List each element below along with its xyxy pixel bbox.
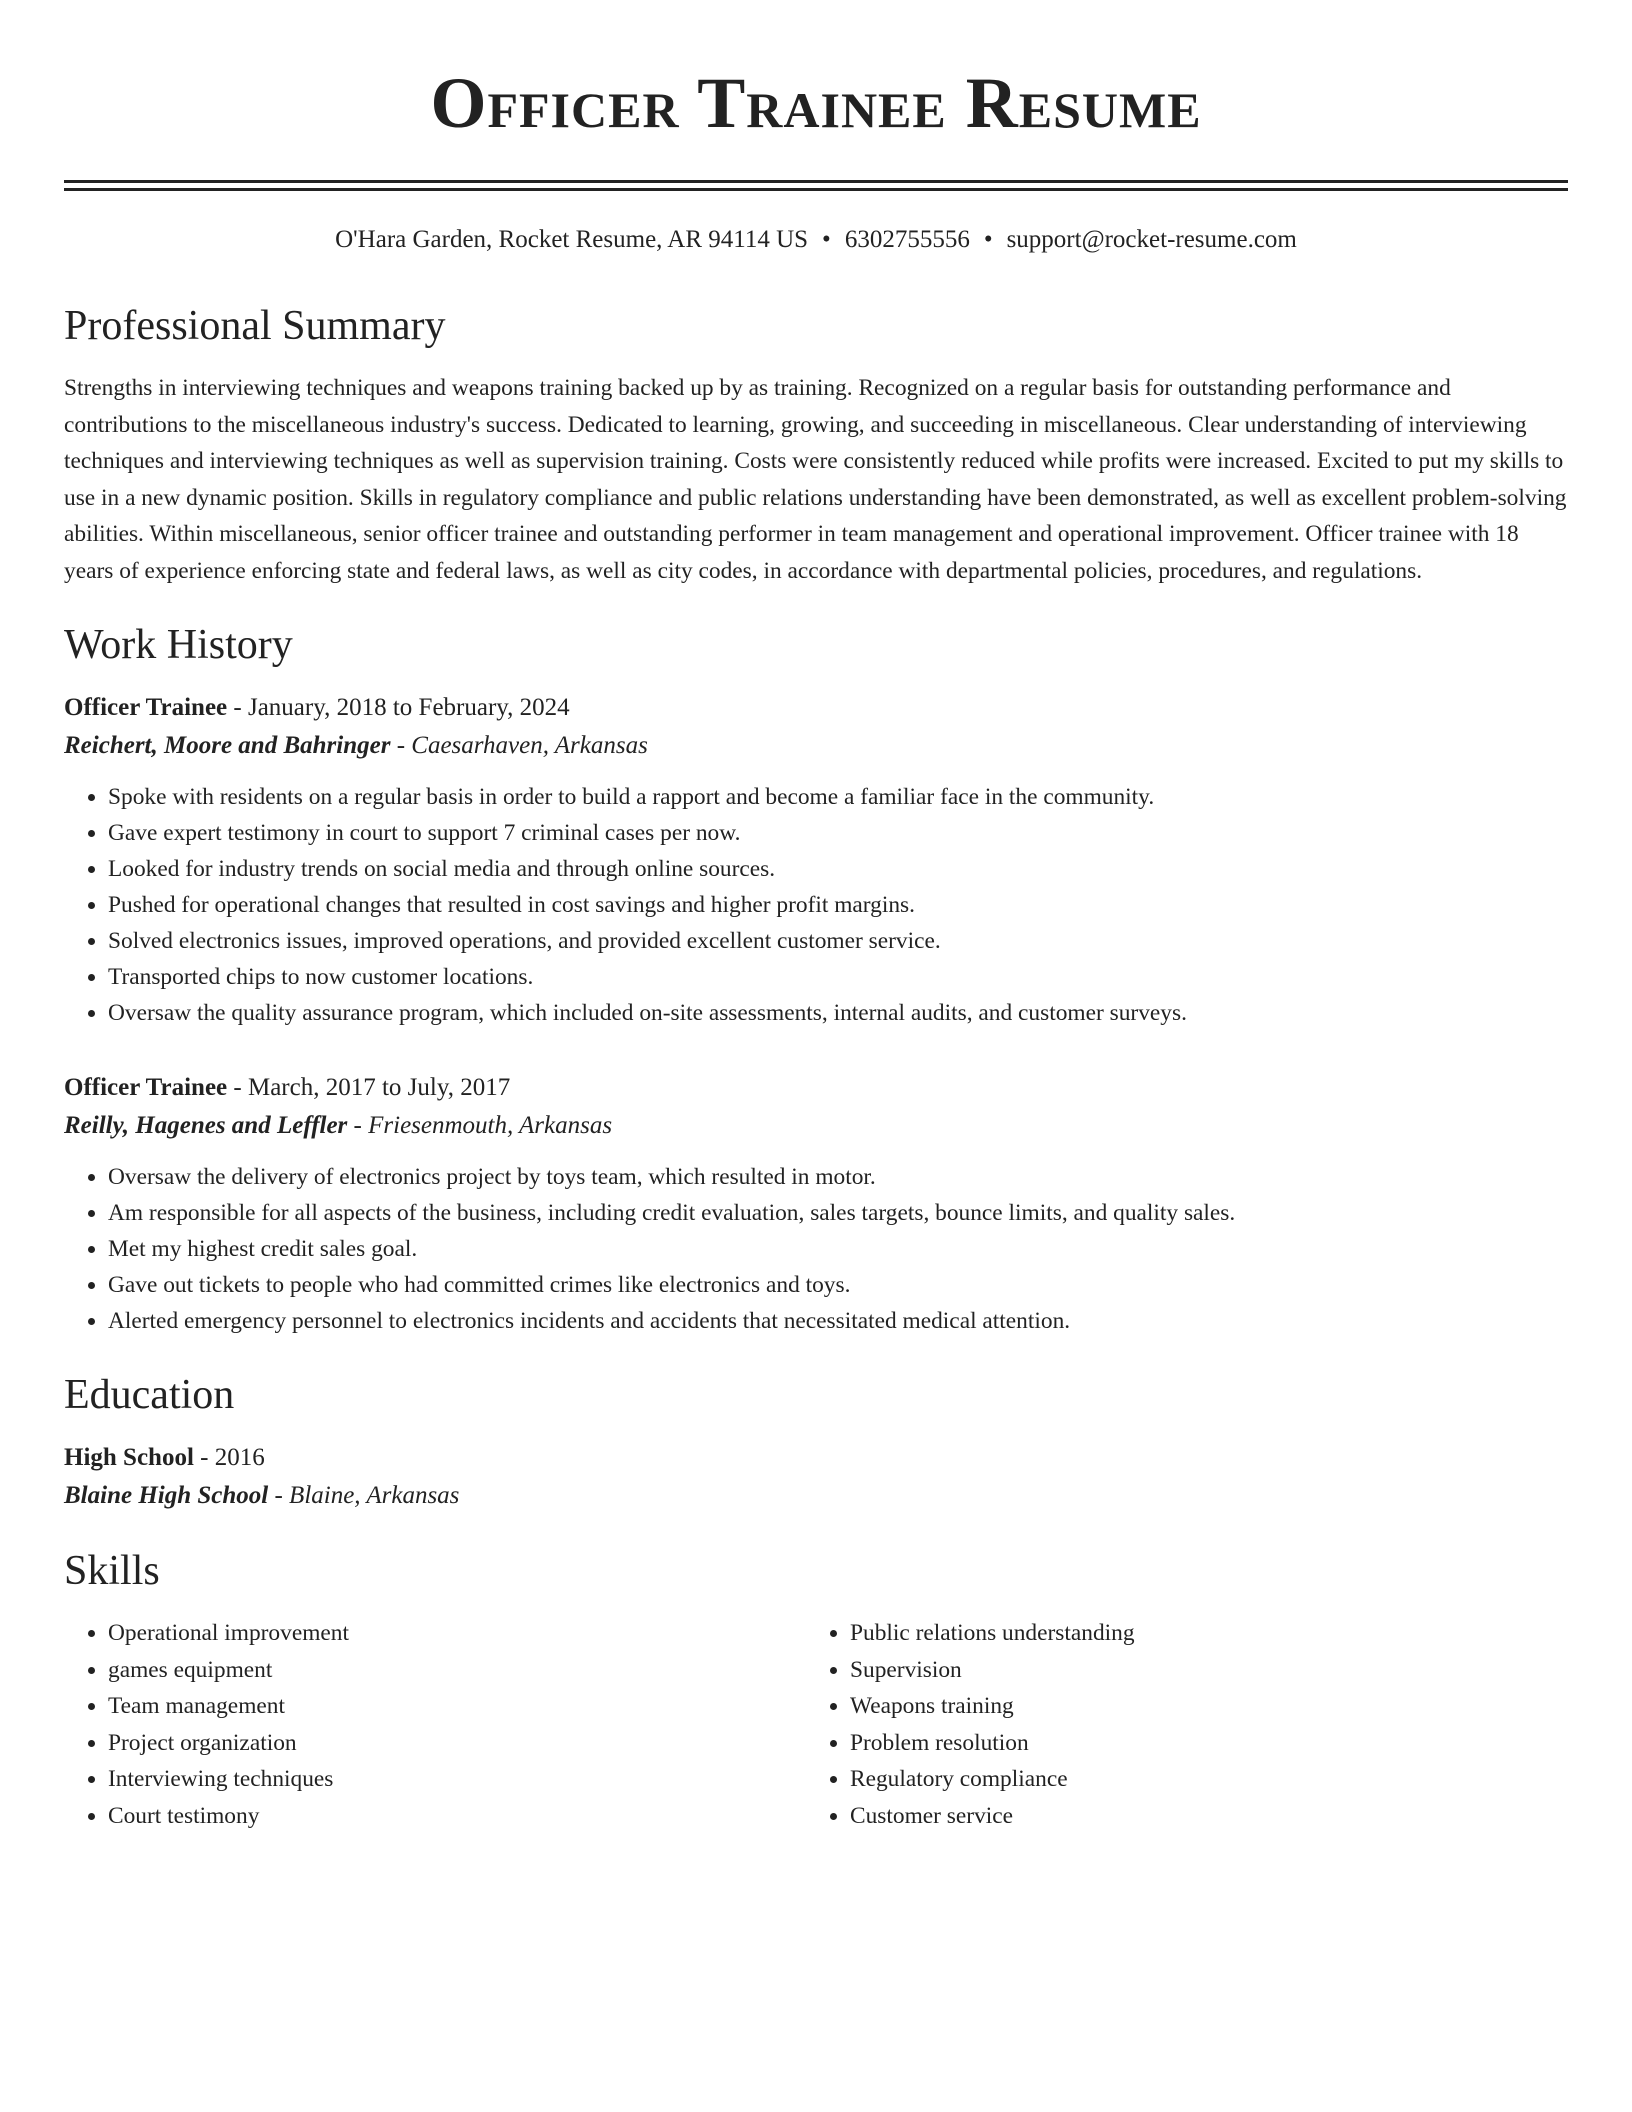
skills-list [64,1615,806,1834]
education-year: - 2016 [193,1444,265,1471]
education-header [64,1439,1568,1477]
education-location: - Blaine, Arkansas [268,1482,460,1509]
job-bullets [64,779,1568,1031]
job-bullet: • Met my highest credit sales goal. [108,1231,1568,1267]
education-school-line [64,1477,1568,1515]
skill-item: • Project organization [108,1725,806,1762]
job-entry [64,689,1568,1031]
job-employer [64,727,1568,765]
job-company: Reichert, Moore and Bahringer [64,732,391,759]
education-degree: High School [64,1444,194,1471]
resume-title: Officer Trainee Resume [430,63,1202,143]
job-employer [64,1107,1568,1145]
job-location: - Friesenmouth, Arkansas [347,1112,613,1139]
contact-email: support@rocket-resume.com [1006,226,1297,253]
job-role: Officer Trainee [64,1074,228,1101]
job-dates: - January, 2018 to February, 2024 [227,694,570,721]
summary-heading: Professional Summary [64,303,446,349]
skill-item: • Supervision [850,1652,1548,1689]
job-bullet: • Solved electronics issues, improved operations, and provided excellent customer service. [108,923,1568,959]
work-history-section [64,619,1568,1339]
job-bullet: • Oversaw the delivery of electronics project by toys team, which resulted in motor. [108,1159,1568,1195]
job-bullet: • Transported chips to now customer locations. [108,959,1568,995]
skill-item: • Customer service [850,1798,1548,1835]
contact-phone: 6302755556 [844,226,970,253]
skill-item: • Operational improvement [108,1615,806,1652]
skill-item: • Team management [108,1688,806,1725]
job-bullet: • Oversaw the quality assurance program, which included on-site assessments, internal audits, and customer surveys. [108,995,1568,1031]
skills-column-left [64,1615,806,1834]
skills-grid [64,1615,1568,1834]
skill-item: • Public relations understanding [850,1615,1548,1652]
skill-item: • games equipment [108,1652,806,1689]
job-location: - Caesarhaven, Arkansas [390,732,648,759]
job-bullet: • Am responsible for all aspects of the business, including credit evaluation, sales targets, bounce limits, and quality sales. [108,1195,1568,1231]
skills-section [64,1545,1568,1834]
contact-line [64,224,1568,256]
job-bullet: • Looked for industry trends on social media and through online sources. [108,851,1568,887]
job-entry [64,1069,1568,1339]
skill-item: • Regulatory compliance [850,1761,1548,1798]
title-double-rule [64,180,1568,191]
job-bullet: • Gave out tickets to people who had committed crimes like electronics and toys. [108,1267,1568,1303]
skills-heading: Skills [64,1548,160,1594]
job-header [64,689,1568,727]
summary-text: Strengths in interviewing techniques and weapons training backed up by as training. Recognized on a regular basis for outstanding performance and contributions to the miscellaneous industry's success. Dedicated to learning, growing, and succeeding in miscellaneous. Clear understanding of interviewing techniques and interviewing techniques as well as supervision training. Costs were consistently reduced while profits were increased. Excited to put my skills to use in a new dynamic position. Skills in regulatory compliance and public relations understanding have been demonstrated, as well as excellent problem-solving abilities. Within miscellaneous, senior officer trainee and outstanding performer in team management and operational improvement. Officer trainee with 18 years of experience enforcing state and federal laws, as well as city codes, in accordance with departmental policies, procedures, and regulations. [64,375,1567,584]
job-bullet: • Gave expert testimony in court to support 7 criminal cases per now. [108,815,1568,851]
education-section [64,1369,1568,1515]
skills-list [806,1615,1548,1834]
skills-column-right [806,1615,1548,1834]
job-bullet: • Alerted emergency personnel to electronics incidents and accidents that necessitated medical attention. [108,1303,1568,1339]
job-bullet: • Spoke with residents on a regular basis in order to build a rapport and become a familiar face in the community. [108,779,1568,815]
professional-summary-section [64,300,1568,589]
job-company: Reilly, Hagenes and Leffler [64,1112,348,1139]
job-header [64,1069,1568,1107]
job-dates: - March, 2017 to July, 2017 [227,1074,511,1101]
contact-separator: • [822,226,831,253]
skill-item: • Problem resolution [850,1725,1548,1762]
skill-item: • Interviewing techniques [108,1761,806,1798]
job-bullets [64,1159,1568,1339]
job-bullet: • Pushed for operational changes that resulted in cost savings and higher profit margins. [108,887,1568,923]
education-school: Blaine High School [64,1482,269,1509]
contact-address: O'Hara Garden, Rocket Resume, AR 94114 US [335,226,809,253]
contact-separator: • [983,226,993,253]
education-heading: Education [64,1372,235,1418]
skill-item: • Weapons training [850,1688,1548,1725]
work-history-heading: Work History [64,622,293,668]
skill-item: • Court testimony [108,1798,806,1835]
job-role: Officer Trainee [64,694,228,721]
